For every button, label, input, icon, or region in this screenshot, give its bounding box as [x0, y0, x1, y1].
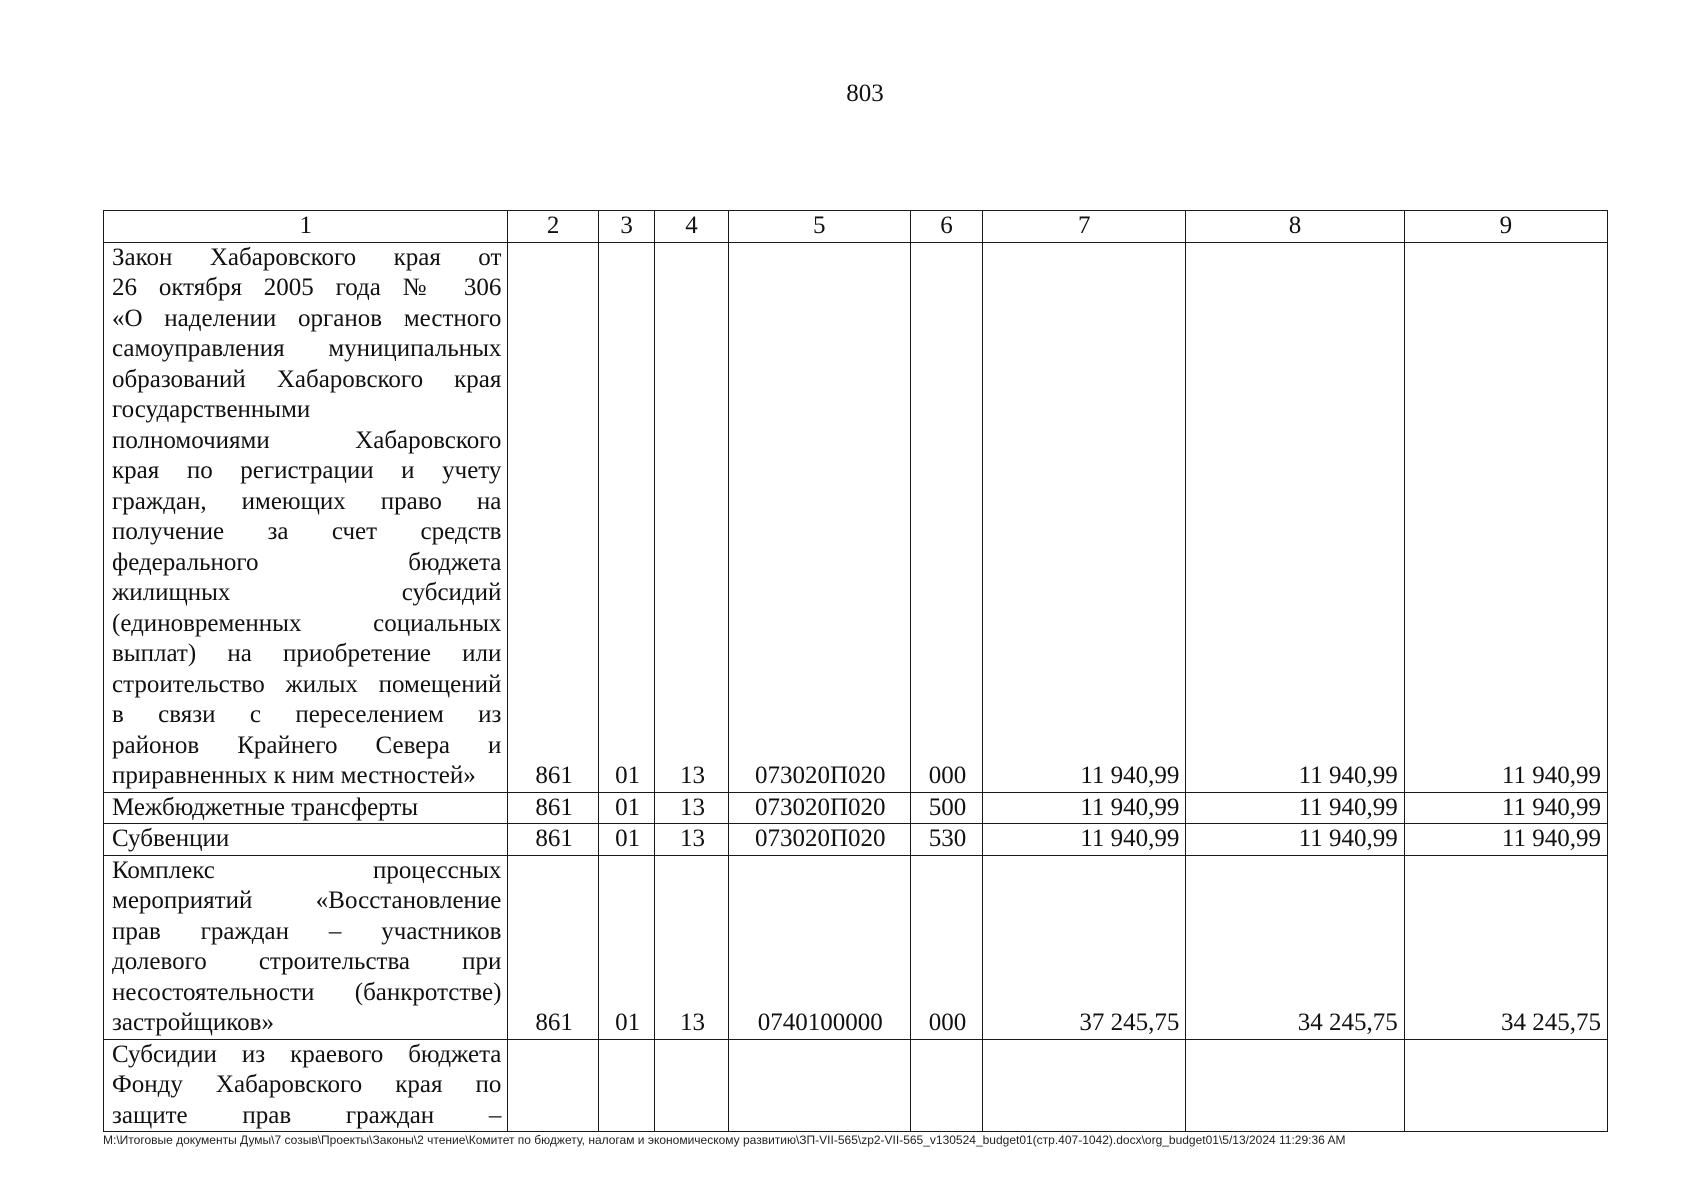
- cell-col8: 34 245,75: [1186, 855, 1404, 1039]
- description-line: самоуправления муниципальных: [112, 335, 502, 362]
- description-line: «О наделении органов местного: [112, 304, 502, 332]
- cell-col3: 01: [598, 824, 654, 856]
- cell-col2: 861: [508, 792, 599, 824]
- description-line: в связи с переселением из: [112, 701, 502, 728]
- row-description: Субвенции: [104, 824, 508, 856]
- description-line: застройщиков»: [112, 1009, 274, 1036]
- cell-col3: 01: [598, 242, 654, 792]
- description-line: выплат) на приобретение или: [112, 640, 502, 667]
- cell-col8: 11 940,99: [1186, 824, 1404, 856]
- header-cell-6: 6: [910, 211, 982, 243]
- description-line: государственными: [112, 396, 311, 423]
- table-row: [104, 824, 1608, 856]
- cell-col5: 073020П020: [728, 792, 910, 824]
- cell-col6: 000: [910, 242, 982, 792]
- description-line: жилищных субсидий: [112, 579, 502, 606]
- cell-col7: 11 940,99: [983, 792, 1186, 824]
- header-row: [104, 211, 1608, 243]
- description-line: получение за счет средств: [112, 518, 502, 545]
- description-line: долевого строительства при: [112, 948, 502, 975]
- cell-col7: [983, 1039, 1186, 1132]
- description-line: 26 октября 2005 года № 306: [112, 274, 502, 301]
- table-row: [104, 242, 1608, 792]
- description-line: районов Крайнего Севера и: [112, 731, 502, 759]
- cell-col8: 11 940,99: [1186, 242, 1404, 792]
- cell-col3: 01: [598, 855, 654, 1039]
- description-line: несостоятельности (банкротстве): [112, 978, 502, 1006]
- cell-col9: 11 940,99: [1404, 242, 1607, 792]
- cell-col6: 530: [910, 824, 982, 856]
- description-line: строительство жилых помещений: [112, 670, 502, 698]
- table-row: [104, 792, 1608, 824]
- cell-col6: 500: [910, 792, 982, 824]
- cell-col3: [598, 1039, 654, 1132]
- description-line: края по регистрации и учету: [112, 457, 502, 484]
- description-line: защите прав граждан –: [112, 1101, 502, 1129]
- description-line: образований Хабаровского края: [112, 365, 502, 393]
- cell-col4: 13: [655, 792, 728, 824]
- cell-col2: 861: [508, 824, 599, 856]
- cell-col4: [655, 1039, 728, 1132]
- cell-col6: [910, 1039, 982, 1132]
- cell-col4: 13: [655, 242, 728, 792]
- cell-col7: 37 245,75: [983, 855, 1186, 1039]
- header-cell-2: 2: [508, 211, 599, 243]
- row-description: [104, 1039, 508, 1132]
- cell-col8: 11 940,99: [1186, 792, 1404, 824]
- description-line: Закон Хабаровского края от: [112, 243, 502, 271]
- row-description: Межбюджетные трансферты: [104, 792, 508, 824]
- description-line: граждан, имеющих право на: [112, 487, 502, 515]
- cell-col9: 34 245,75: [1404, 855, 1607, 1039]
- cell-col9: [1404, 1039, 1607, 1132]
- cell-col6: 000: [910, 855, 982, 1039]
- description-line: федерального бюджета: [112, 548, 502, 576]
- header-cell-5: 5: [728, 211, 910, 243]
- description-line: приравненных к ним местностей»: [112, 762, 476, 789]
- table-row: [104, 855, 1608, 1039]
- description-line: Комплекс процессных: [112, 856, 502, 884]
- cell-col5: 0740100000: [728, 855, 910, 1039]
- description-line: Фонду Хабаровского края по: [112, 1071, 502, 1098]
- description-line: Субсидии из краевого бюджета: [112, 1040, 502, 1068]
- header-cell-8: 8: [1186, 211, 1404, 243]
- cell-col2: 861: [508, 242, 599, 792]
- cell-col9: 11 940,99: [1404, 792, 1607, 824]
- budget-table: [103, 210, 1608, 1132]
- description-line: мероприятий «Восстановление: [112, 887, 502, 914]
- cell-col7: 11 940,99: [983, 242, 1186, 792]
- description-line: полномочиями Хабаровского: [112, 426, 502, 454]
- cell-col5: [728, 1039, 910, 1132]
- cell-col8: [1186, 1039, 1404, 1132]
- row-description: [104, 242, 508, 792]
- cell-col5: 073020П020: [728, 824, 910, 856]
- cell-col5: 073020П020: [728, 242, 910, 792]
- cell-col3: 01: [598, 792, 654, 824]
- cell-col2: [508, 1039, 599, 1132]
- header-cell-3: 3: [598, 211, 654, 243]
- cell-col4: 13: [655, 855, 728, 1039]
- description-line: прав граждан – участников: [112, 917, 502, 945]
- cell-col4: 13: [655, 824, 728, 856]
- description-line: (единовременных социальных: [112, 609, 502, 637]
- cell-col7: 11 940,99: [983, 824, 1186, 856]
- table-row: [104, 1039, 1608, 1132]
- header-cell-4: 4: [655, 211, 728, 243]
- header-cell-1: 1: [104, 211, 508, 243]
- cell-col2: 861: [508, 855, 599, 1039]
- row-description: [104, 855, 508, 1039]
- file-path-footer: M:\Итоговые документы Думы\7 созыв\Проекты\Законы\2 чтение\Комитет по бюджету, налогам и экономическому развитию\ЗП-VII-565\zp2-VII-565_v130524_budget01(стр.407-1042).docx\org_budget01\5/13/2024 11:29:36 AM: [103, 1133, 1346, 1147]
- header-cell-7: 7: [983, 211, 1186, 243]
- page-number: 803: [846, 80, 884, 107]
- cell-col9: 11 940,99: [1404, 824, 1607, 856]
- header-cell-9: 9: [1404, 211, 1607, 243]
